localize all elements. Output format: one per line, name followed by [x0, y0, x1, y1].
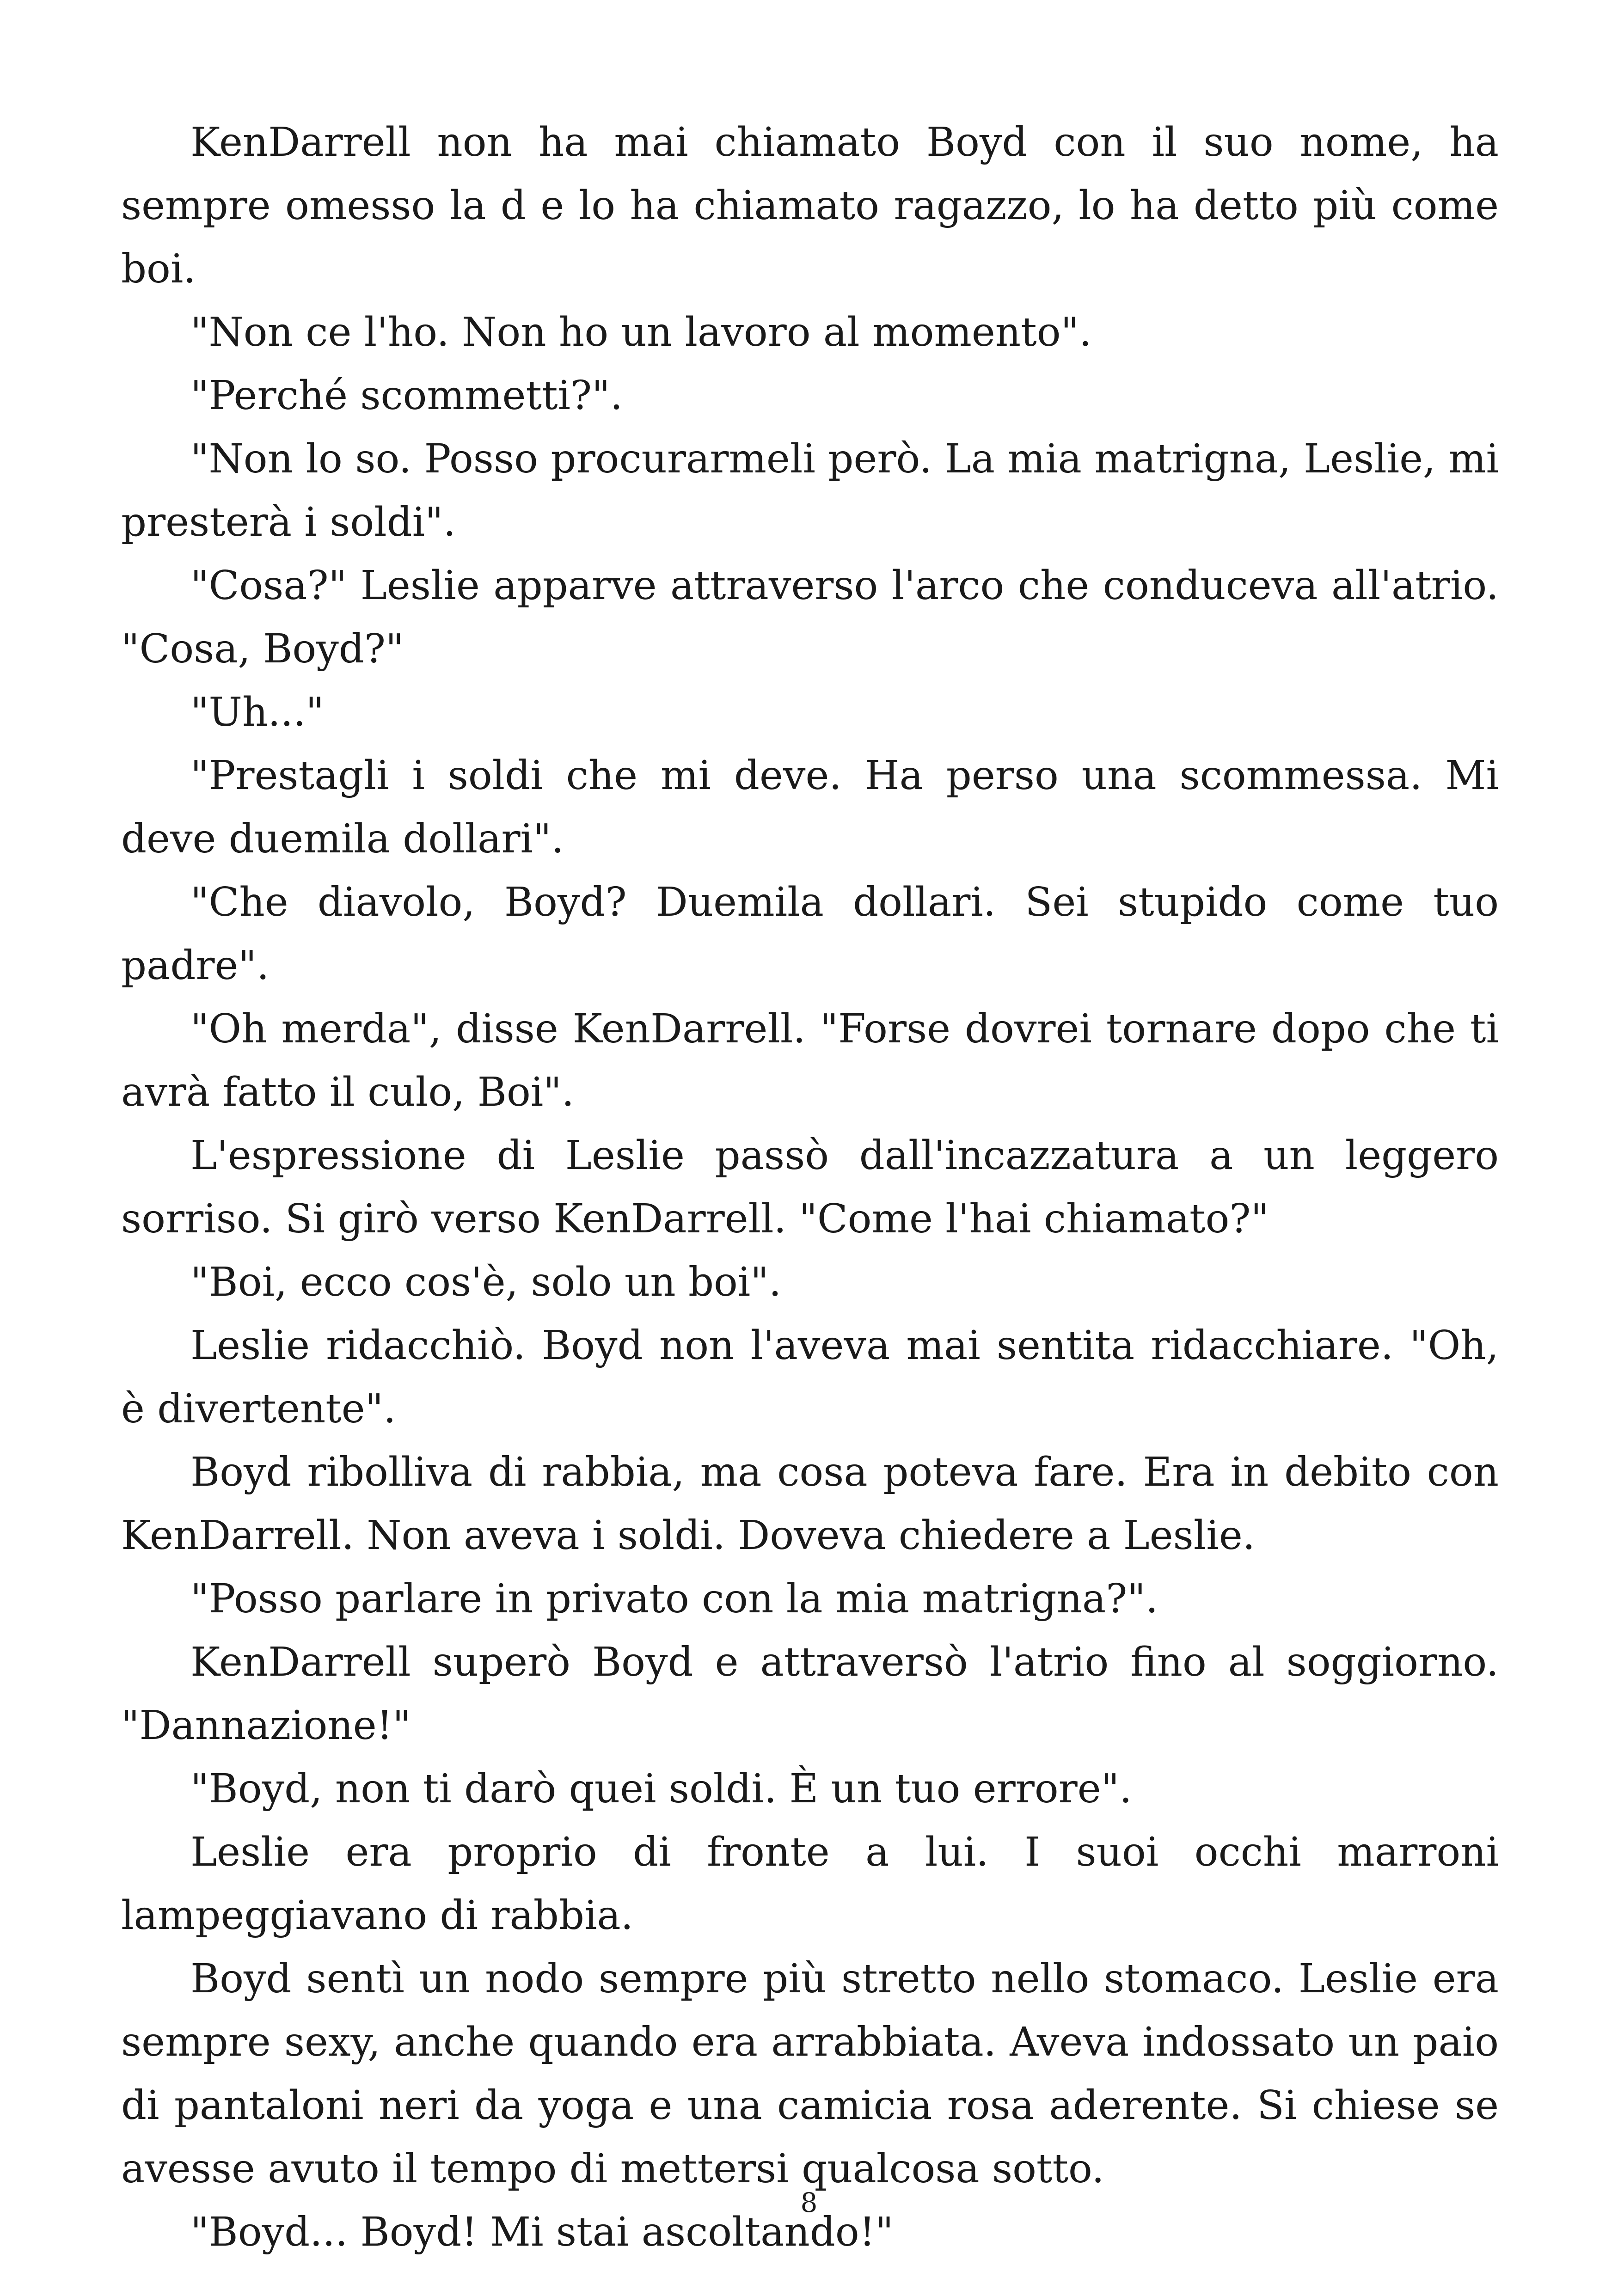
- paragraph: "Boyd, non ti darò quei soldi. È un tuo errore".: [190, 1766, 1132, 1812]
- paragraph: "Prestagli i soldi che mi deve. Ha perso una scommessa. Mi deve duemila dollari".: [121, 753, 1499, 862]
- paragraph: "Non ce l'ho. Non ho un lavoro al momento".: [190, 309, 1092, 355]
- paragraph: "Non lo so. Posso procurarmeli però. La mia matrigna, Leslie, mi presterà i soldi".: [121, 436, 1499, 545]
- paragraph: "Che diavolo, Boyd? Duemila dollari. Sei stupido come tuo padre".: [121, 879, 1499, 989]
- page-body: [121, 111, 1499, 2264]
- paragraph: KenDarrell non ha mai chiamato Boyd con il suo nome, ha sempre omesso la d e lo ha chiamato ragazzo, lo ha detto più come boi.: [121, 119, 1499, 292]
- paragraph: KenDarrell superò Boyd e attraversò l'atrio fino al soggiorno. "Dannazione!": [121, 1639, 1499, 1749]
- paragraph: "Boyd... Boyd! Mi stai ascoltando!": [190, 2209, 894, 2255]
- paragraph: "Boi, ecco cos'è, solo un boi".: [190, 1259, 782, 1305]
- paragraph: "Perché scommetti?".: [190, 373, 623, 419]
- paragraph: "Oh merda", disse KenDarrell. "Forse dovrei tornare dopo che ti avrà fatto il culo, Boi".: [121, 1006, 1499, 1115]
- paragraph: "Posso parlare in privato con la mia matrigna?".: [190, 1576, 1158, 1622]
- paragraph: Leslie era proprio di fronte a lui. I suoi occhi marroni lampeggiavano di rabbia.: [121, 1829, 1499, 1939]
- paragraph: "Cosa?" Leslie apparve attraverso l'arco che conduceva all'atrio. "Cosa, Boyd?": [121, 563, 1499, 672]
- paragraph: L'espressione di Leslie passò dall'incazzatura a un leggero sorriso. Si girò verso KenDarrell. "Come l'hai chiamato?": [121, 1133, 1499, 1242]
- paragraph: Leslie ridacchiò. Boyd non l'aveva mai sentita ridacchiare. "Oh, è divertente".: [121, 1322, 1499, 1432]
- paragraph: "Uh...": [190, 689, 324, 735]
- page-number: 8: [800, 2187, 818, 2218]
- paragraph: Boyd ribolliva di rabbia, ma cosa poteva fare. Era in debito con KenDarrell. Non aveva i soldi. Doveva chiedere a Leslie.: [121, 1449, 1499, 1559]
- paragraph: Boyd sentì un nodo sempre più stretto nello stomaco. Leslie era sempre sexy, anche quando era arrabbiata. Aveva indossato un paio di pantaloni neri da yoga e una camicia rosa aderente. Si chiese se avesse avuto il tempo di mettersi qualcosa sotto.: [121, 1956, 1499, 2192]
